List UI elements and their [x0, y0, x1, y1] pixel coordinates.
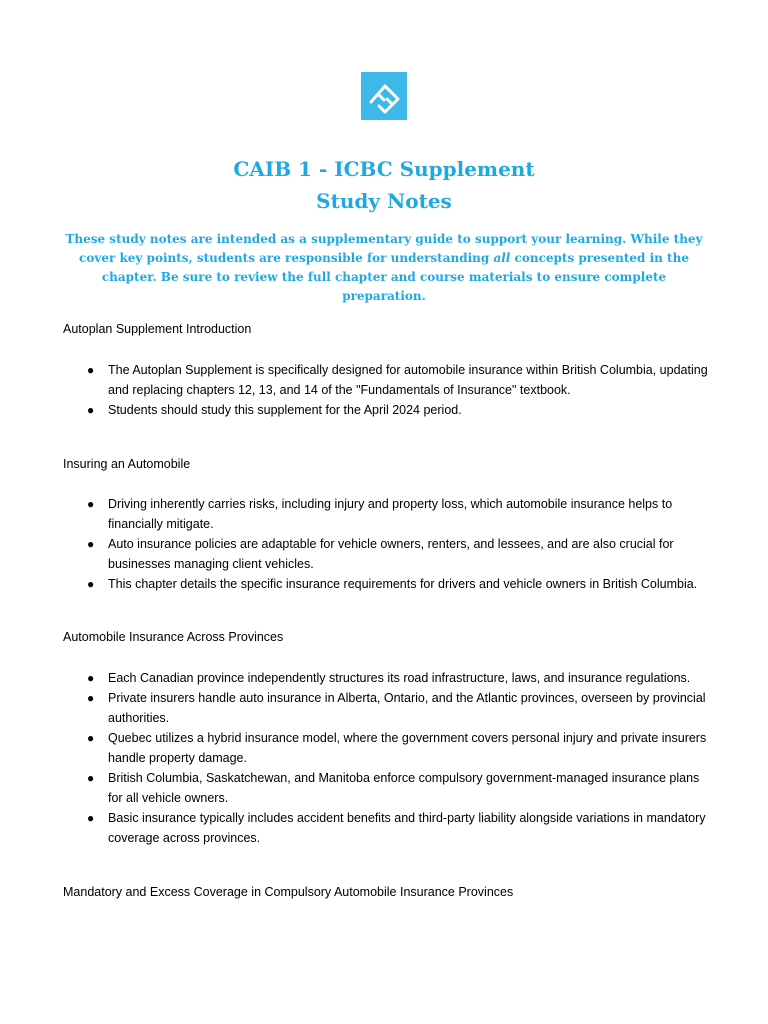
- bullet-icon: ●: [87, 497, 95, 511]
- bullet-icon: ●: [87, 671, 95, 685]
- list-item: ● Basic insurance typically includes accident benefits and third-party liability alongside variations in mandatory coverage across provinces.: [63, 808, 711, 848]
- bullet-icon: ●: [87, 363, 95, 377]
- list-item: ● Driving inherently carries risks, including injury and property loss, which automobile insurance helps to financially mitigate.: [63, 494, 711, 534]
- bullet-icon: ●: [87, 691, 95, 705]
- bullet-list: [63, 668, 711, 848]
- list-item: ● Quebec utilizes a hybrid insurance model, where the government covers personal injury and private insurers handle property damage.: [63, 728, 711, 768]
- list-item: ● British Columbia, Saskatchewan, and Manitoba enforce compulsory government-managed insurance plans for all vehicle owners.: [63, 768, 711, 808]
- list-item: ● Auto insurance policies are adaptable for vehicle owners, renters, and lessees, and are also crucial for businesses managing client vehicles.: [63, 534, 711, 574]
- list-item: ● Private insurers handle auto insurance in Alberta, Ontario, and the Atlantic provinces, overseen by provincial authorities.: [63, 688, 711, 728]
- logo: [361, 72, 407, 120]
- bullet-icon: ●: [87, 577, 95, 591]
- section-heading-provinces: Automobile Insurance Across Provinces: [63, 630, 284, 644]
- section-heading-insuring: Insuring an Automobile: [63, 457, 191, 471]
- list-item: ● This chapter details the specific insurance requirements for drivers and vehicle owners in British Columbia.: [63, 574, 711, 594]
- fe-logo-icon: [361, 72, 407, 120]
- section-heading-autoplan-intro: Autoplan Supplement Introduction: [63, 322, 252, 336]
- document-subtitle: Study Notes: [316, 189, 452, 213]
- document-title: CAIB 1 - ICBC Supplement: [233, 157, 535, 181]
- intro-paragraph: These study notes are intended as a supplementary guide to support your learning. While they cover key points, students are responsible for understanding all concepts presented in the chapter. Be sure to review the full chapter and course materials to ensure complete preparation.: [65, 232, 703, 303]
- bullet-icon: ●: [87, 731, 95, 745]
- list-item: ● Students should study this supplement for the April 2024 period.: [63, 400, 711, 420]
- section-heading-mandatory-coverage: Mandatory and Excess Coverage in Compulsory Automobile Insurance Provinces: [63, 885, 514, 899]
- bullet-icon: ●: [87, 403, 95, 417]
- bullet-icon: ●: [87, 811, 95, 825]
- bullet-list: [63, 494, 711, 594]
- bullet-icon: ●: [87, 771, 95, 785]
- list-item: ● The Autoplan Supplement is specifically designed for automobile insurance within British Columbia, updating and replacing chapters 12, 13, and 14 of the "Fundamentals of Insurance" textbook.: [63, 360, 711, 400]
- list-item: ● Each Canadian province independently structures its road infrastructure, laws, and insurance regulations.: [63, 668, 711, 688]
- bullet-list: [63, 360, 711, 420]
- bullet-icon: ●: [87, 537, 95, 551]
